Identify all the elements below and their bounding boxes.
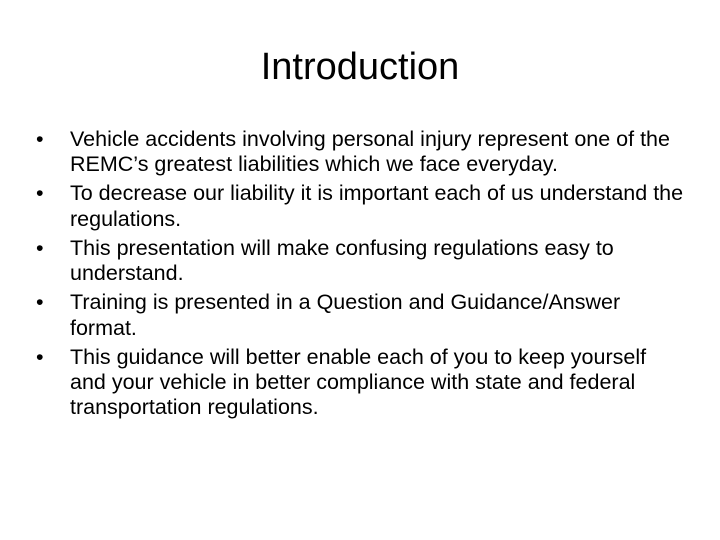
bullet-item	[36, 127, 684, 178]
bullet-icon: •	[36, 181, 44, 206]
bullet-text: This presentation will make confusing regulations easy to understand.	[70, 235, 614, 286]
bullet-icon: •	[36, 344, 44, 369]
bullet-item	[36, 290, 684, 341]
bullet-icon: •	[36, 235, 44, 260]
bullet-text: To decrease our liability it is important each of us understand the regulations.	[70, 181, 684, 231]
bullet-item	[36, 345, 684, 421]
bullet-list	[36, 127, 684, 424]
bullet-text: Training is presented in a Question and Guidance/Answer format.	[70, 290, 621, 340]
bullet-text: Vehicle accidents involving personal injury represent one of the REMC’s greatest liabilities which we face everyday.	[70, 127, 670, 177]
bullet-item	[36, 181, 684, 232]
bullet-text: This guidance will better enable each of you to keep yourself and your vehicle in better compliance with state and federal transportation regulations.	[70, 344, 647, 420]
bullet-icon: •	[36, 127, 44, 151]
slide-title: Introduction	[260, 46, 460, 88]
bullet-icon: •	[36, 290, 44, 315]
bullet-item	[36, 236, 684, 287]
